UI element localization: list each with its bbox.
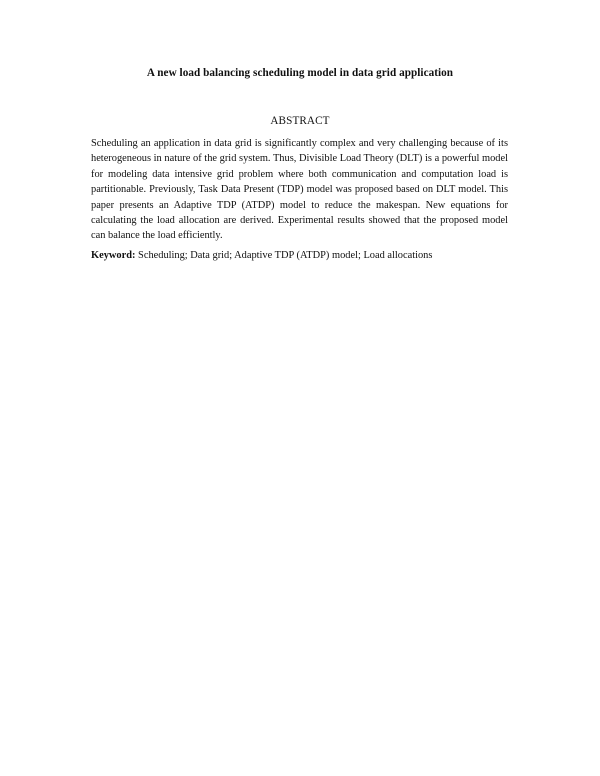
keyword-line [91, 249, 511, 263]
abstract-paragraph: Scheduling an application in data grid is significantly complex and very challenging because of its heterogeneous in nature of the grid system. Thus, Divisible Load Theory (DLT) is a powerful model for modeling data intensive grid problem where both communication and computation load is partitionable. Previously, Task Data Present (TDP) model was proposed based on DLT model. This paper presents an Adaptive TDP (ATDP) model to reduce the makespan. New equations for calculating the load allocation are derived. Experimental results showed that the proposed model can balance the load efficiently. [91, 138, 508, 242]
keyword-list: Scheduling; Data grid; Adaptive TDP (ATDP) model; Load allocations [135, 250, 433, 261]
paper-title: A new load balancing scheduling model in data grid application [146, 67, 454, 79]
keyword-label: Keyword: [91, 250, 136, 261]
abstract-heading: ABSTRACT [270, 115, 330, 127]
